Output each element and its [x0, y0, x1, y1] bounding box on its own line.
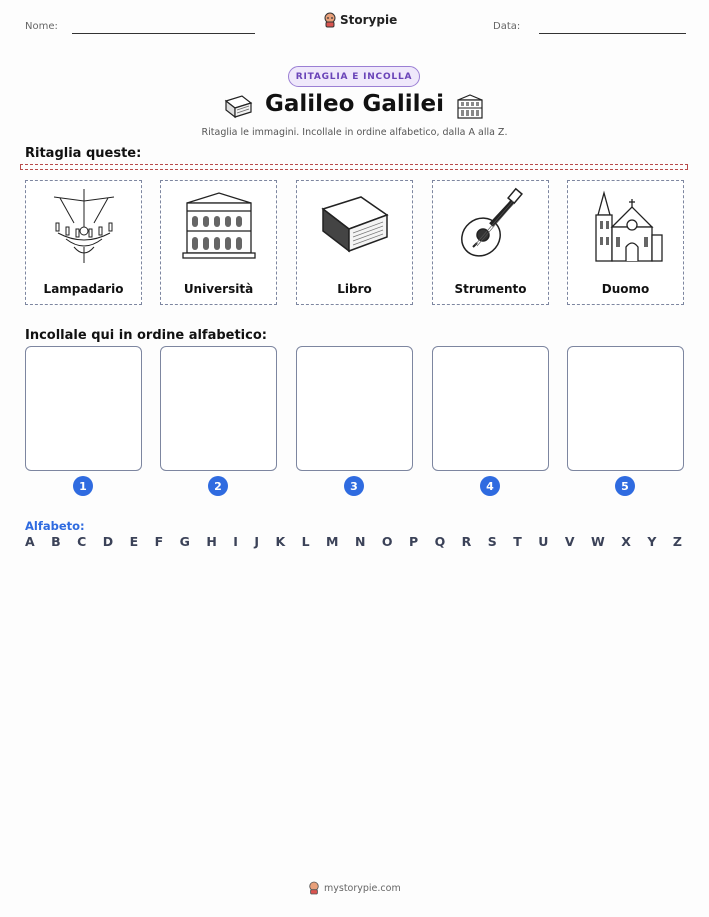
- paste-box-4[interactable]: [432, 346, 549, 471]
- alphabet-letter: A: [25, 534, 35, 549]
- cut-card-strumento[interactable]: [432, 180, 549, 305]
- alphabet-row: [25, 534, 682, 549]
- paste-box-5[interactable]: [567, 346, 684, 471]
- date-line[interactable]: [539, 33, 686, 34]
- alphabet-letter: V: [564, 534, 575, 549]
- alphabet-letter: E: [129, 534, 139, 549]
- cut-card-lampadario[interactable]: [25, 180, 142, 305]
- logo-text: Storypie: [340, 13, 398, 27]
- card-label: Strumento: [454, 282, 527, 296]
- name-line[interactable]: [72, 33, 255, 34]
- alphabet-letter: T: [513, 534, 522, 549]
- alphabet-letter: Q: [434, 534, 446, 549]
- name-label: Nome:: [25, 21, 58, 32]
- cut-card-libro[interactable]: [296, 180, 413, 305]
- cut-section-heading: Ritaglia queste:: [25, 146, 142, 161]
- card-label: Lampadario: [43, 282, 124, 296]
- paste-number-4: 4: [480, 476, 500, 496]
- alphabet-letter: X: [621, 534, 631, 549]
- card-label: Duomo: [601, 282, 650, 296]
- cut-card-duomo[interactable]: [567, 180, 684, 305]
- alphabet-letter: U: [538, 534, 549, 549]
- activity-badge: RITAGLIA E INCOLLA: [288, 66, 420, 87]
- alphabet-letter: I: [233, 534, 238, 549]
- alphabet-letter: H: [206, 534, 217, 549]
- alphabet-letter: N: [354, 534, 366, 549]
- alphabet-letter: D: [102, 534, 114, 549]
- alphabet-letter: Y: [647, 534, 657, 549]
- paste-number-2: 2: [208, 476, 228, 496]
- alphabet-letter: O: [381, 534, 393, 549]
- university-building-icon: [179, 187, 259, 267]
- paste-number-1: 1: [73, 476, 93, 496]
- alphabet-letter: W: [590, 534, 605, 549]
- paste-box-1[interactable]: [25, 346, 142, 471]
- storypie-mascot-icon: [323, 12, 337, 28]
- chandelier-icon: [44, 187, 124, 267]
- alphabet-letter: R: [461, 534, 472, 549]
- storypie-logo: [323, 12, 397, 28]
- card-label: Libro: [337, 282, 372, 296]
- university-building-icon: [455, 93, 485, 121]
- alphabet-letter: K: [275, 534, 286, 549]
- alphabet-letter: B: [51, 534, 61, 549]
- alphabet-letter: P: [408, 534, 419, 549]
- cut-card-universita[interactable]: [160, 180, 277, 305]
- cut-line: [20, 164, 688, 170]
- paste-number-5: 5: [615, 476, 635, 496]
- alphabet-letter: C: [77, 534, 87, 549]
- alphabet-letter: S: [487, 534, 497, 549]
- date-label: Data:: [493, 21, 521, 32]
- paste-number-3: 3: [344, 476, 364, 496]
- alphabet-title: Alfabeto:: [25, 519, 85, 533]
- book-icon: [315, 187, 395, 267]
- card-label: Università: [183, 282, 254, 296]
- alphabet-letter: Z: [672, 534, 682, 549]
- storypie-mascot-icon: [308, 881, 320, 895]
- instructions: Ritaglia le immagini. Incollale in ordine alfabetico, dalla A alla Z.: [201, 127, 508, 138]
- lute-icon: [451, 187, 531, 267]
- footer: [308, 881, 401, 895]
- alphabet-letter: M: [326, 534, 339, 549]
- paste-box-2[interactable]: [160, 346, 277, 471]
- alphabet-letter: J: [254, 534, 260, 549]
- paste-box-3[interactable]: [296, 346, 413, 471]
- alphabet-letter: G: [179, 534, 190, 549]
- page-title: Galileo Galilei: [265, 91, 444, 117]
- footer-url[interactable]: mystorypie.com: [324, 882, 401, 894]
- alphabet-letter: F: [154, 534, 164, 549]
- alphabet-letter: L: [301, 534, 310, 549]
- cathedral-icon: [586, 187, 666, 267]
- paste-section-heading: Incollale qui in ordine alfabetico:: [25, 328, 267, 343]
